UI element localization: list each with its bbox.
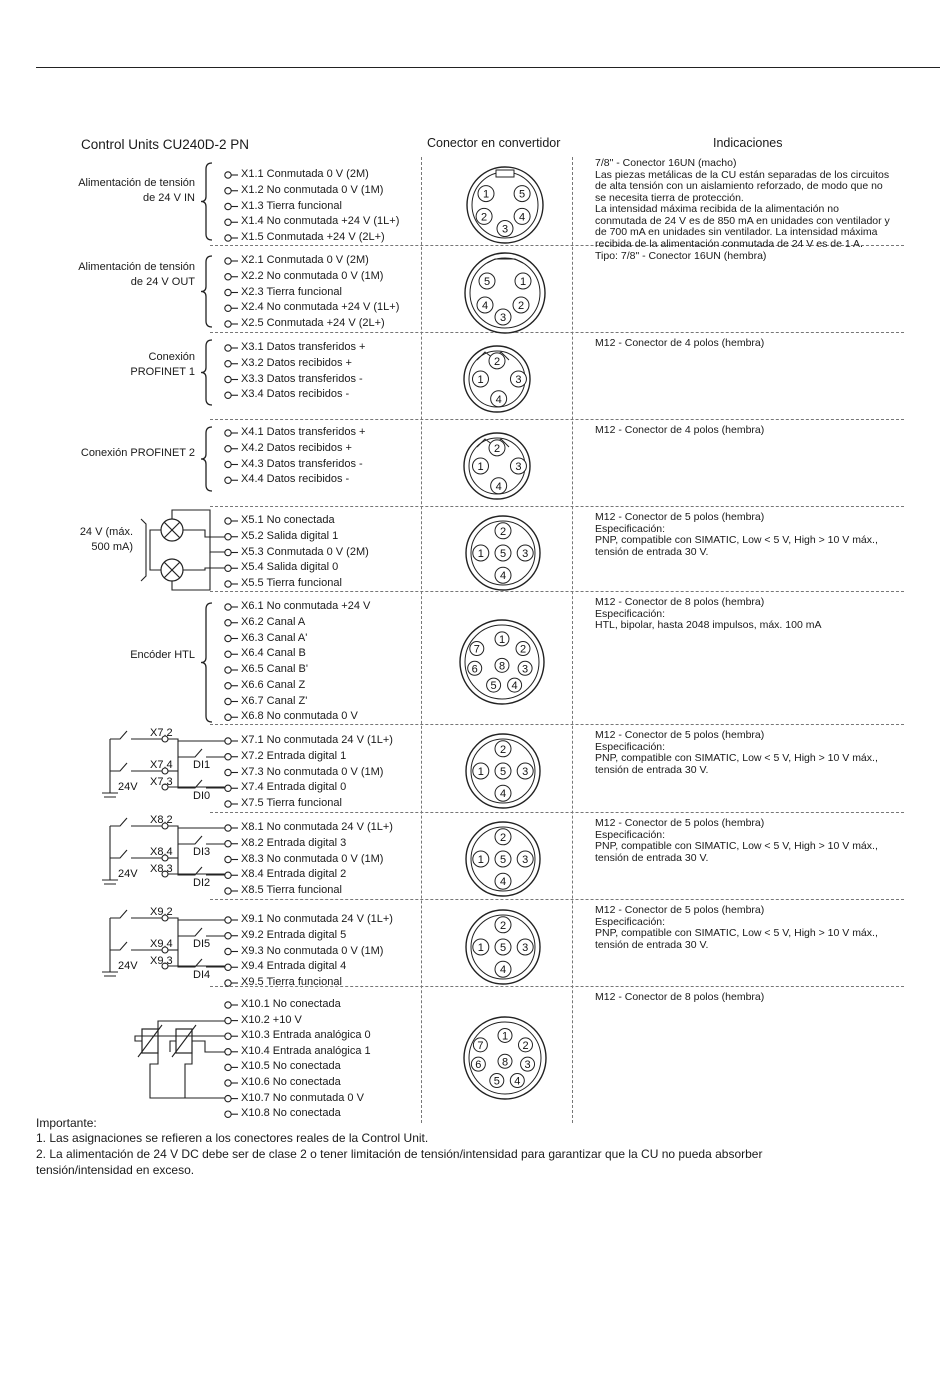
pin-label: X8.1 No conmutada 24 V (1L+) bbox=[241, 821, 393, 833]
pin-label: X7.4 Entrada digital 0 bbox=[241, 781, 347, 794]
indication-line: M12 - Conector de 5 polos (hembra) bbox=[595, 817, 765, 829]
pin-label: X2.1 Conmutada 0 V (2M) bbox=[241, 254, 369, 266]
connector-pin-number: 4 bbox=[481, 300, 489, 312]
connector-face-icon bbox=[464, 1017, 546, 1099]
terminal-dot bbox=[225, 785, 231, 791]
wire bbox=[183, 568, 225, 570]
group-label-line: de 24 V OUT bbox=[130, 276, 195, 288]
indication-line: tensión de entrada 30 V. bbox=[595, 851, 709, 864]
terminal-dot bbox=[225, 392, 231, 398]
connector-pin-number: 2 bbox=[499, 831, 507, 844]
terminal-dot bbox=[225, 888, 231, 894]
terminal-label: X7.4 bbox=[150, 759, 173, 771]
indication-line: M12 - Conector de 5 polos (hembra) bbox=[595, 511, 765, 523]
pin-label: X9.5 Tierra funcional bbox=[241, 976, 342, 988]
connector-pin-number: 1 bbox=[501, 1030, 509, 1043]
connector-pin-number: 3 bbox=[522, 663, 529, 676]
connector-face-icon bbox=[466, 734, 540, 808]
lamp-icon bbox=[161, 559, 183, 581]
pin-label: X6.1 No conmutada +24 V bbox=[241, 600, 371, 612]
group-label-line: 24 V (máx. bbox=[79, 526, 133, 538]
connector-pin-number: 5 bbox=[499, 942, 507, 954]
terminal-label: X8.4 bbox=[150, 846, 173, 858]
indication-line: de 700 mA en unidades sin ventilador. La intensidad máxima bbox=[595, 226, 878, 238]
pin-label: X7.1 No conmutada 24 V (1L+) bbox=[241, 734, 393, 746]
terminal-dot bbox=[225, 635, 231, 641]
terminal-dot bbox=[225, 361, 231, 367]
connector-pin-number: 3 bbox=[522, 766, 529, 778]
pin-label: X9.4 Entrada digital 4 bbox=[241, 960, 347, 973]
connector-pin-number: 1 bbox=[477, 461, 484, 473]
connector-pin-number: 3 bbox=[515, 374, 522, 386]
pin-label: X2.5 Conmutada +24 V (2L+) bbox=[241, 317, 385, 329]
connector-pin-number: 1 bbox=[477, 766, 484, 778]
group-brace bbox=[201, 603, 212, 722]
connector-pin-number: 4 bbox=[499, 788, 507, 801]
input-label: DI1 bbox=[193, 759, 211, 771]
pin-label: X4.4 Datos recibidos - bbox=[241, 473, 350, 486]
terminal-dot bbox=[225, 1095, 231, 1101]
digital-input-circuit bbox=[102, 727, 225, 802]
terminal-dot bbox=[225, 651, 231, 657]
indication-line: de alta tensión con un aislamiento reforzado, de modo que no bbox=[595, 180, 883, 192]
terminal-dot bbox=[225, 1017, 231, 1023]
terminal-dot bbox=[225, 917, 231, 923]
terminal-dot bbox=[225, 769, 231, 775]
terminal-dot bbox=[225, 1111, 231, 1117]
indication-line: PNP, compatible con SIMATIC, Low < 5 V, High > 10 V máx., bbox=[595, 752, 878, 764]
terminal-dot bbox=[225, 461, 231, 467]
terminal-label: X9.4 bbox=[150, 938, 173, 950]
indication-line: PNP, compatible con SIMATIC, Low < 5 V, High > 10 V máx., bbox=[595, 927, 878, 939]
connector-pin-number: 5 bbox=[499, 548, 507, 560]
terminal-dot bbox=[225, 1080, 231, 1086]
pin-label: X9.1 No conmutada 24 V (1L+) bbox=[241, 913, 393, 925]
pin-label: X3.4 Datos recibidos - bbox=[241, 388, 350, 401]
connector-pin-number: 2 bbox=[499, 525, 507, 538]
indication-line: M12 - Conector de 8 polos (hembra) bbox=[595, 991, 765, 1003]
indication-line: PNP, compatible con SIMATIC, Low < 5 V, High > 10 V máx., bbox=[595, 840, 878, 852]
footnote-title: Importante: bbox=[36, 1116, 97, 1130]
pin-label: X8.5 Tierra funcional bbox=[241, 884, 342, 896]
group-label-line: 500 mA) bbox=[91, 541, 133, 553]
connector-pin-number: 4 bbox=[511, 680, 518, 693]
terminal-dot bbox=[225, 534, 231, 540]
group-label-line: Alimentación de tensión bbox=[78, 261, 195, 273]
terminal-label: X8.2 bbox=[150, 814, 173, 826]
terminal-dot bbox=[225, 1049, 231, 1055]
connector-pin-number: 1 bbox=[477, 548, 484, 560]
terminal-dot bbox=[225, 933, 231, 939]
pin-label: X1.4 No conmutada +24 V (1L+) bbox=[241, 215, 400, 228]
pin-label: X10.8 No conectada bbox=[241, 1107, 341, 1120]
column-header-connector: Conector en convertidor bbox=[427, 136, 561, 150]
connector-pin-number: 1 bbox=[477, 374, 484, 386]
terminal-dot bbox=[225, 518, 231, 524]
connector-face-icon bbox=[467, 167, 543, 243]
connector-pin-number: 2 bbox=[481, 211, 488, 224]
terminal-dot bbox=[225, 841, 231, 847]
terminal-dot bbox=[225, 980, 231, 986]
indication-line: M12 - Conector de 5 polos (hembra) bbox=[595, 729, 765, 741]
connector-pin-number: 3 bbox=[524, 1059, 531, 1072]
pin-label: X10.2 +10 V bbox=[241, 1013, 302, 1026]
terminal-dot bbox=[225, 581, 231, 587]
connector-pin-number: 4 bbox=[495, 480, 502, 493]
pin-label: X5.1 No conectada bbox=[241, 514, 335, 526]
connector-pin-number: 3 bbox=[522, 854, 529, 866]
terminal-dot bbox=[225, 235, 231, 241]
input-label: DI4 bbox=[193, 969, 211, 981]
terminal-dot bbox=[225, 565, 231, 571]
pin-label: X10.7 No conmutada 0 V bbox=[241, 1091, 364, 1104]
connector-face-icon bbox=[466, 910, 540, 984]
group-brace bbox=[201, 256, 212, 327]
terminal-dot bbox=[225, 274, 231, 280]
connector-pin-number: 2 bbox=[499, 919, 507, 932]
connector-face-icon bbox=[464, 346, 530, 412]
terminal-dot bbox=[225, 620, 231, 626]
connector-pin-number: 2 bbox=[499, 743, 507, 756]
pin-label: X10.4 Entrada analógica 1 bbox=[241, 1044, 371, 1057]
connector-face-icon bbox=[465, 253, 545, 333]
indication-line: M12 - Conector de 5 polos (hembra) bbox=[595, 904, 765, 916]
terminal-dot bbox=[225, 825, 231, 831]
indication-line: HTL, bipolar, hasta 2048 impulsos, máx. 100 mA bbox=[595, 619, 822, 631]
terminal-dot bbox=[225, 219, 231, 225]
pin-label: X6.4 Canal B bbox=[241, 647, 306, 660]
indication-line: M12 - Conector de 8 polos (hembra) bbox=[595, 596, 765, 608]
terminal-dot bbox=[225, 446, 231, 452]
group-label-line: PROFINET 1 bbox=[130, 366, 195, 378]
connector-pin-number: 2 bbox=[493, 355, 501, 368]
pin-label: X8.2 Entrada digital 3 bbox=[241, 836, 347, 849]
connector-pin-number: 1 bbox=[482, 188, 490, 201]
connector-pin-number: 4 bbox=[499, 964, 507, 977]
terminal-dot bbox=[225, 698, 231, 704]
connector-pin-number: 1 bbox=[477, 942, 484, 954]
connector-pin-number: 7 bbox=[477, 1039, 484, 1052]
terminal-dot bbox=[225, 477, 231, 483]
indication-line: Especificación: bbox=[595, 522, 666, 535]
pin-label: X5.4 Salida digital 0 bbox=[241, 561, 339, 574]
connector-pin-number: 1 bbox=[519, 276, 527, 288]
input-label: DI3 bbox=[193, 846, 211, 858]
pin-label: X9.2 Entrada digital 5 bbox=[241, 928, 347, 941]
terminal-label: X7.3 bbox=[150, 776, 173, 788]
terminal-dot bbox=[225, 172, 231, 178]
indication-line: M12 - Conector de 4 polos (hembra) bbox=[595, 424, 765, 436]
indication-line: recibida de la alimentación conmutada de 24 V es de 1 A. bbox=[595, 237, 863, 250]
indication-line: 7/8" - Conector 16UN (macho) bbox=[595, 157, 737, 169]
pin-label: X1.1 Conmutada 0 V (2M) bbox=[241, 168, 369, 180]
pin-label: X4.1 Datos transferidos + bbox=[241, 426, 366, 438]
connector-pin-number: 8 bbox=[501, 1056, 509, 1069]
connector-pin-number: 3 bbox=[522, 548, 529, 560]
group-brace bbox=[201, 340, 212, 405]
terminal-dot bbox=[225, 345, 231, 351]
pin-label: X10.1 No conectada bbox=[241, 998, 341, 1010]
group-brace bbox=[201, 163, 212, 240]
terminal-dot bbox=[225, 188, 231, 194]
connector-pin-number: 2 bbox=[519, 643, 527, 656]
terminal-label: X8.3 bbox=[150, 863, 173, 875]
terminal-dot bbox=[225, 430, 231, 436]
connector-pin-number: 4 bbox=[495, 393, 502, 406]
connector-pin-number: 4 bbox=[514, 1075, 521, 1088]
pin-label: X4.3 Datos transferidos - bbox=[241, 457, 363, 470]
indication-line: La intensidad máxima recibida de la alimentación no bbox=[595, 203, 839, 215]
column-header-indications: Indicaciones bbox=[713, 136, 783, 150]
pin-label: X6.8 No conmutada 0 V bbox=[241, 710, 358, 723]
indication-line: Las piezas metálicas de la CU están separadas de los circuitos bbox=[595, 168, 890, 181]
connector-face-icon bbox=[466, 822, 540, 896]
pin-label: X6.2 Canal A bbox=[241, 615, 306, 628]
input-label: DI5 bbox=[193, 938, 211, 950]
pin-label: X2.3 Tierra funcional bbox=[241, 285, 342, 298]
connector-pin-number: 4 bbox=[519, 211, 526, 224]
group-label-line: Alimentación de tensión bbox=[78, 177, 195, 189]
terminal-dot bbox=[225, 754, 231, 760]
terminal-dot bbox=[225, 604, 231, 610]
connector-pin-number: 4 bbox=[499, 570, 507, 583]
terminal-label: X9.3 bbox=[150, 955, 173, 967]
pin-label: X7.3 No conmutada 0 V (1M) bbox=[241, 765, 384, 778]
terminal-dot bbox=[225, 738, 231, 744]
pin-label: X6.6 Canal Z bbox=[241, 678, 306, 691]
pin-label: X2.2 No conmutada 0 V (1M) bbox=[241, 269, 384, 282]
input-label: DI0 bbox=[193, 790, 211, 802]
terminal-dot bbox=[225, 872, 231, 878]
connector-pin-number: 3 bbox=[501, 223, 509, 236]
terminal-dot bbox=[225, 376, 231, 382]
group-label-line: de 24 V IN bbox=[143, 192, 195, 204]
terminal-dot bbox=[225, 714, 231, 720]
terminal-dot bbox=[225, 856, 231, 862]
connector-pin-number: 5 bbox=[490, 680, 497, 693]
pin-label: X1.3 Tierra funcional bbox=[241, 199, 342, 212]
potentiometer-circuit bbox=[135, 1021, 225, 1098]
indication-line: se necesita tierra de protección. bbox=[595, 191, 744, 204]
pin-label: X6.5 Canal B' bbox=[241, 663, 308, 675]
indication-line: Especificación: bbox=[595, 915, 666, 928]
pin-label: X5.3 Conmutada 0 V (2M) bbox=[241, 545, 369, 558]
footnote-1: 1. Las asignaciones se refieren a los conectores reales de la Control Unit. bbox=[36, 1131, 429, 1145]
pin-label: X8.4 Entrada digital 2 bbox=[241, 868, 347, 881]
pin-label: X3.1 Datos transferidos + bbox=[241, 341, 366, 353]
group-label-line: Conexión bbox=[148, 351, 195, 363]
pin-label: X10.5 No conectada bbox=[241, 1060, 341, 1073]
pin-label: X6.3 Canal A' bbox=[241, 631, 308, 644]
indication-line: Especificación: bbox=[595, 828, 666, 841]
indication-line: Tipo: 7/8" - Conector 16UN (hembra) bbox=[595, 250, 767, 262]
indication-line: PNP, compatible con SIMATIC, Low < 5 V, High > 10 V máx., bbox=[595, 534, 878, 546]
connector-pin-number: 3 bbox=[522, 942, 529, 954]
connector-pin-number: 8 bbox=[498, 660, 506, 673]
group-label-line: Conexión PROFINET 2 bbox=[80, 447, 195, 459]
connector-face-icon bbox=[460, 620, 544, 704]
terminal-dot bbox=[225, 948, 231, 954]
terminal-label: X7.2 bbox=[150, 727, 173, 739]
pin-label: X5.5 Tierra funcional bbox=[241, 577, 342, 589]
terminal-dot bbox=[225, 305, 231, 311]
pin-label: X9.3 No conmutada 0 V (1M) bbox=[241, 944, 384, 957]
connector-pin-number: 1 bbox=[477, 854, 484, 866]
indication-line: tensión de entrada 30 V. bbox=[595, 938, 709, 951]
connector-pin-number: 5 bbox=[499, 766, 507, 778]
digital-input-circuit bbox=[102, 814, 225, 889]
terminal-dot bbox=[225, 258, 231, 264]
connector-pin-number: 7 bbox=[473, 643, 480, 656]
pin-label: X3.2 Datos recibidos + bbox=[241, 356, 352, 369]
terminal-dot bbox=[225, 289, 231, 295]
indication-line: conmutada de 24 V es de 850 mA en unidades con ventilador y bbox=[595, 214, 890, 227]
supply-label: 24V bbox=[118, 960, 138, 972]
pin-label: X4.2 Datos recibidos + bbox=[241, 441, 352, 454]
terminal-dot bbox=[225, 203, 231, 209]
indication-line: tensión de entrada 30 V. bbox=[595, 763, 709, 776]
connector-pin-number: 1 bbox=[498, 633, 506, 646]
group-label-line: Encóder HTL bbox=[130, 649, 195, 661]
input-label: DI2 bbox=[193, 877, 211, 889]
pin-label: X5.2 Salida digital 1 bbox=[241, 529, 339, 542]
connector-pin-number: 2 bbox=[522, 1039, 529, 1052]
connector-pin-number: 2 bbox=[493, 442, 501, 455]
pin-label: X7.2 Entrada digital 1 bbox=[241, 749, 347, 762]
column-header-control-units: Control Units CU240D-2 PN bbox=[81, 137, 250, 152]
terminal-dot bbox=[225, 1002, 231, 1008]
indication-line: M12 - Conector de 4 polos (hembra) bbox=[595, 337, 765, 349]
indication-line: Especificación: bbox=[595, 740, 666, 753]
digital-input-circuit bbox=[102, 906, 225, 981]
terminal-dot bbox=[225, 1033, 231, 1039]
terminal-dot bbox=[225, 1064, 231, 1070]
terminal-dot bbox=[225, 321, 231, 327]
pin-label: X3.3 Datos transferidos - bbox=[241, 372, 363, 385]
connector-pin-number: 5 bbox=[499, 854, 507, 866]
connector-pin-number: 6 bbox=[471, 663, 478, 676]
footnote-2: 2. La alimentación de 24 V DC debe ser de clase 2 o tener limitación de tensión/intensidad para garantizar que la CU no pueda absorber bbox=[36, 1147, 763, 1161]
pin-label: X1.2 No conmutada 0 V (1M) bbox=[241, 183, 384, 196]
group-brace bbox=[201, 427, 212, 491]
pin-label: X2.4 No conmutada +24 V (1L+) bbox=[241, 301, 400, 314]
terminal-label: X9.2 bbox=[150, 906, 173, 918]
terminal-dot bbox=[225, 549, 231, 555]
connector-face-icon bbox=[466, 516, 540, 590]
connector-pin-number: 4 bbox=[499, 876, 507, 889]
supply-label: 24V bbox=[118, 781, 138, 793]
connector-pin-number: 5 bbox=[483, 276, 491, 288]
connector-pin-number: 5 bbox=[493, 1075, 500, 1088]
terminal-dot bbox=[225, 964, 231, 970]
pin-label: X10.3 Entrada analógica 0 bbox=[241, 1029, 371, 1042]
pin-label: X1.5 Conmutada +24 V (2L+) bbox=[241, 231, 385, 243]
connector-pin-number: 2 bbox=[517, 300, 525, 312]
pin-label: X10.6 No conectada bbox=[241, 1076, 341, 1088]
connector-pin-number: 3 bbox=[499, 312, 507, 324]
terminal-dot bbox=[225, 667, 231, 673]
connector-face-icon bbox=[464, 433, 530, 499]
terminal-dot bbox=[225, 683, 231, 689]
wire bbox=[183, 530, 225, 537]
connector-pin-number: 5 bbox=[519, 188, 526, 201]
connector-pin-number: 3 bbox=[515, 461, 522, 473]
pin-label: X8.3 No conmutada 0 V (1M) bbox=[241, 852, 384, 865]
pin-label: X7.5 Tierra funcional bbox=[241, 797, 342, 809]
terminal-dot bbox=[225, 801, 231, 807]
lamp-icon bbox=[161, 519, 183, 541]
pin-label: X6.7 Canal Z' bbox=[241, 694, 308, 707]
group-brace bbox=[141, 519, 146, 581]
connector-pin-number: 6 bbox=[475, 1059, 482, 1072]
indication-line: Especificación: bbox=[595, 607, 666, 620]
footnote-3: tensión/intensidad en exceso. bbox=[36, 1163, 195, 1177]
supply-label: 24V bbox=[118, 868, 138, 880]
wire bbox=[150, 530, 161, 570]
indication-line: tensión de entrada 30 V. bbox=[595, 545, 709, 558]
